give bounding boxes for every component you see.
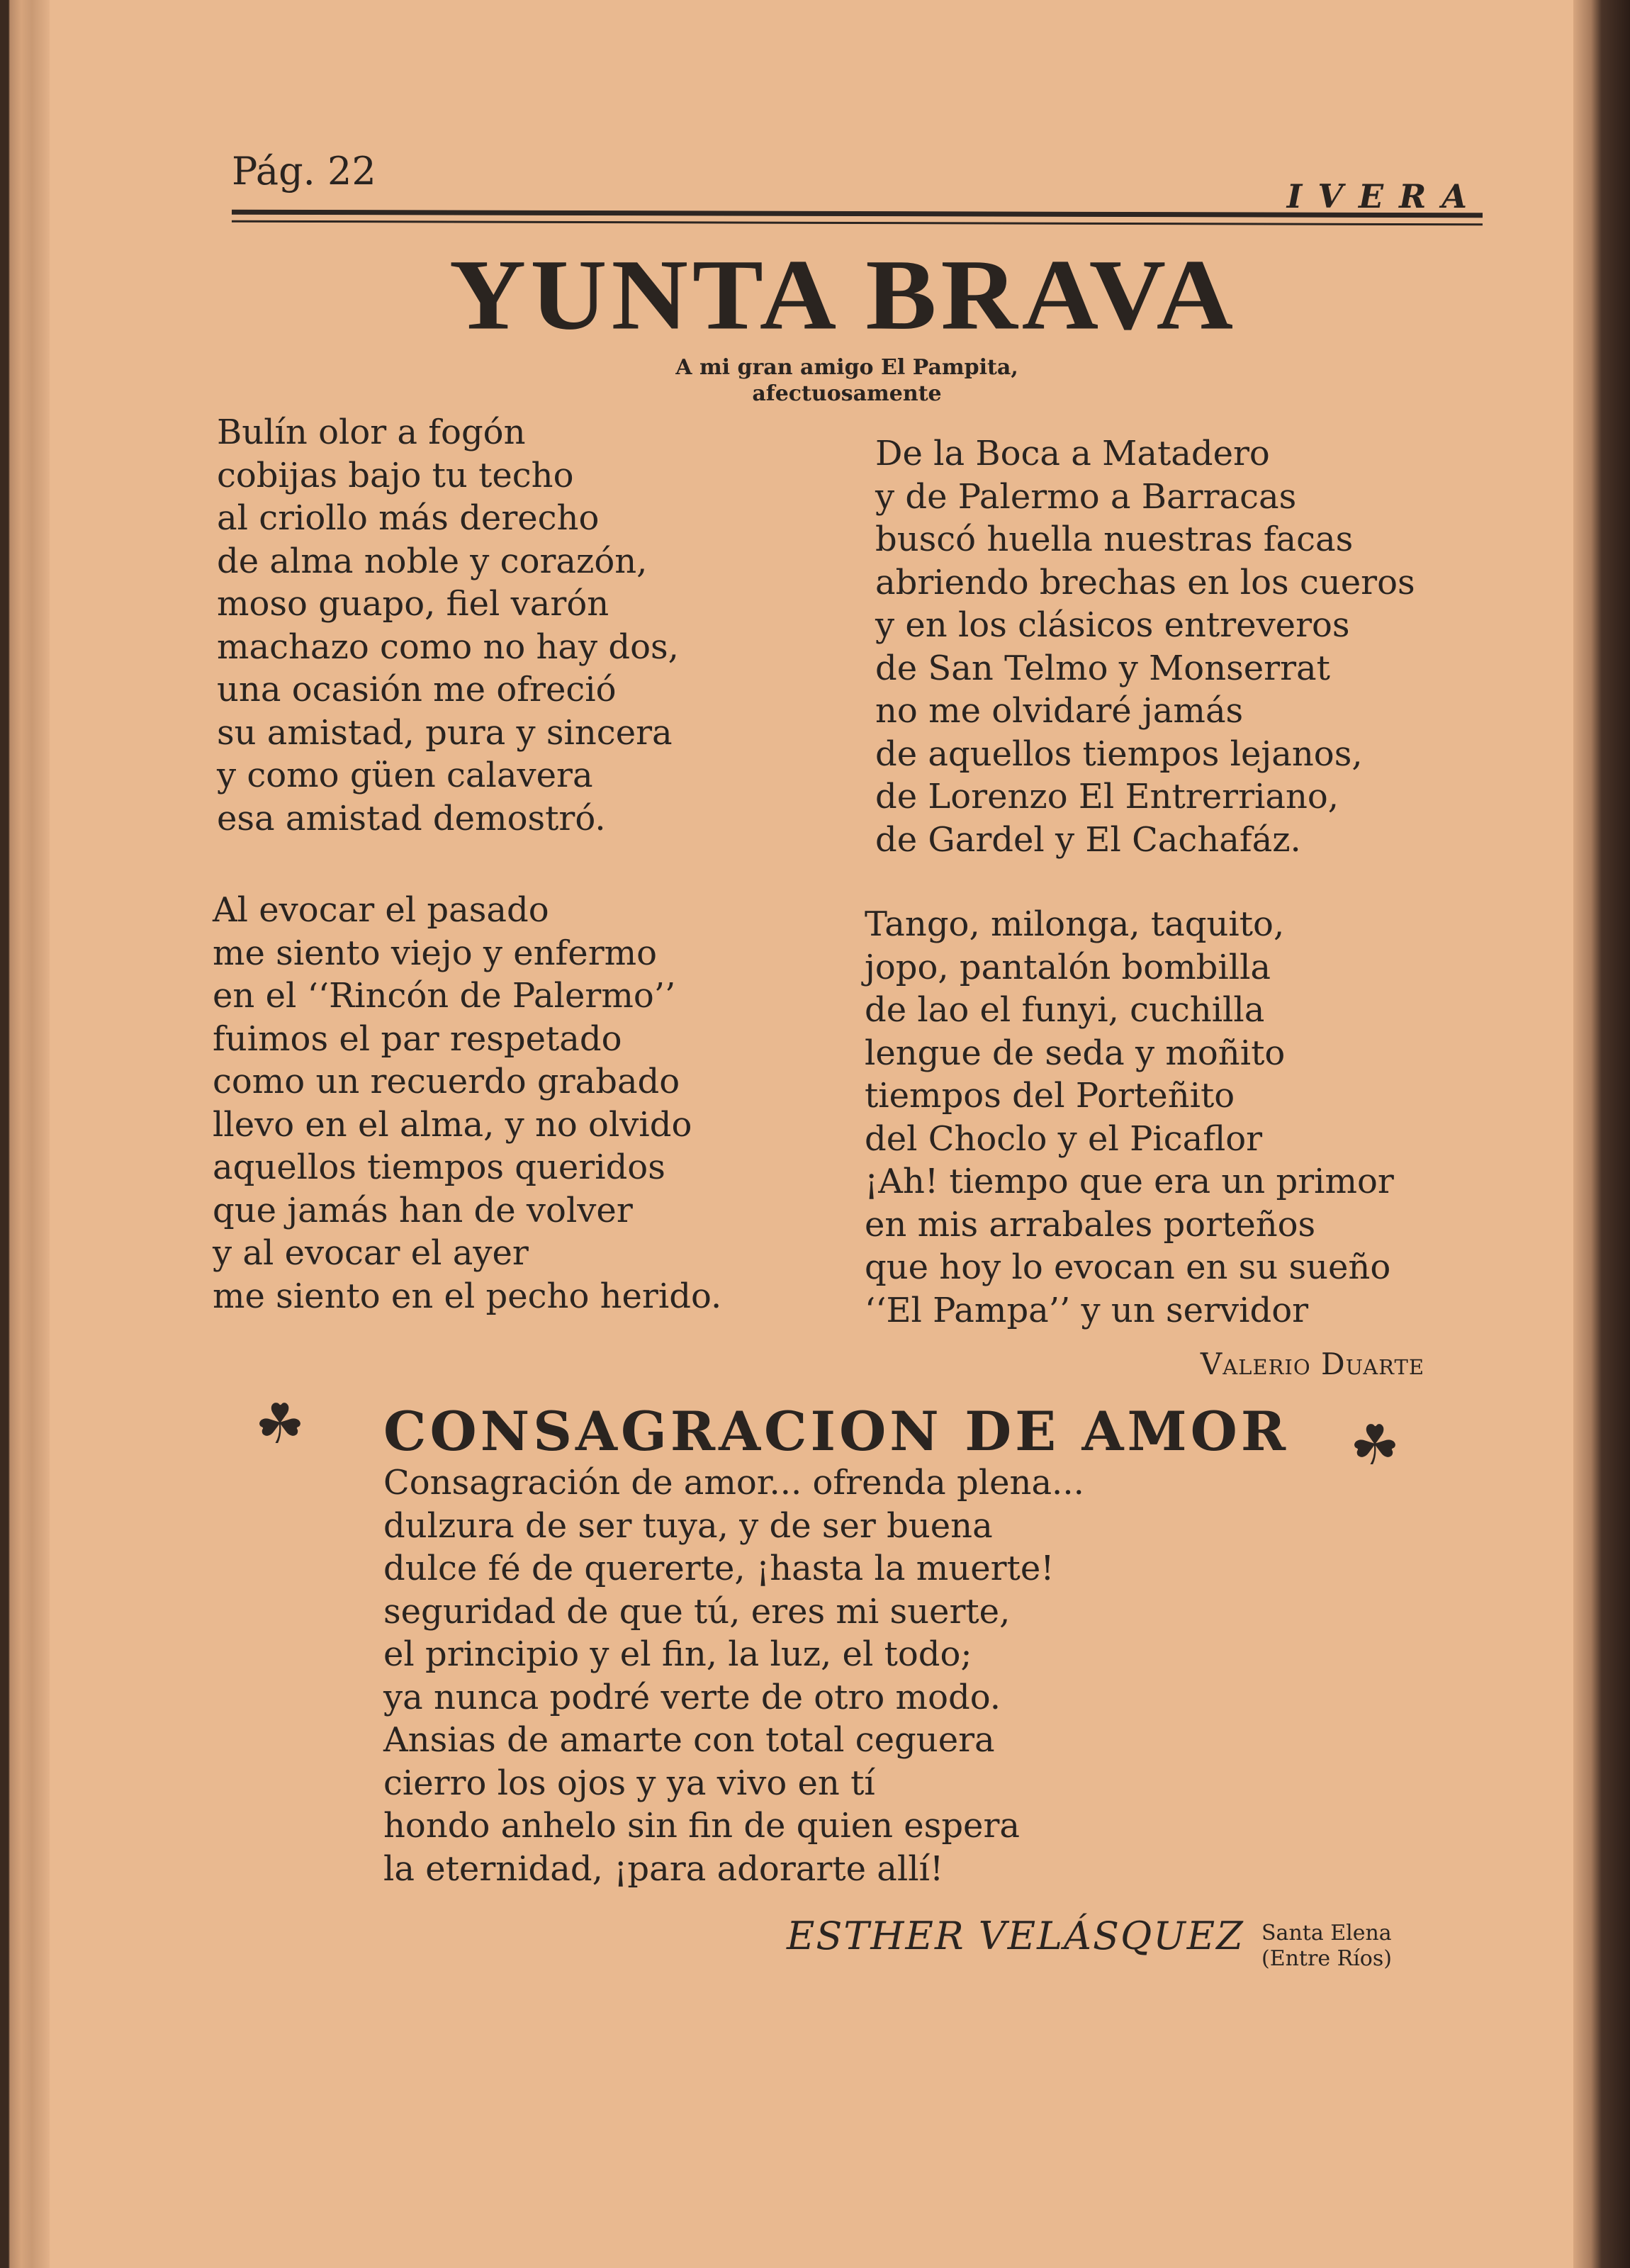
- verse-line: Ansias de amarte con total ceguera: [383, 1720, 995, 1760]
- stanza: [875, 432, 1415, 861]
- verse-line: su amistad, pura y sincera: [217, 712, 673, 753]
- verse-line: ¡Ah! tiempo que era un primor: [865, 1162, 1394, 1201]
- poem-dedication: [581, 354, 1113, 407]
- verse-line: en el ‘‘Rincón de Palermo’’: [213, 976, 676, 1016]
- stanza: [865, 903, 1394, 1332]
- verse-line: en mis arrabales porteños: [865, 1204, 1316, 1245]
- verse-line: esa amistad demostró.: [217, 798, 606, 838]
- magazine-name: IVERA: [1286, 177, 1483, 215]
- verse-line: del Choclo y el Picaflor: [865, 1118, 1263, 1159]
- verse-line: de San Telmo y Monserrat: [875, 648, 1330, 688]
- verse-line: que hoy lo evocan en su sueño: [865, 1247, 1391, 1287]
- verse-line: la eternidad, ¡para adorarte allí!: [383, 1848, 944, 1889]
- poem-title-consagracion: CONSAGRACION DE AMOR: [383, 1400, 1289, 1463]
- verse-line: y como güen calavera: [217, 756, 593, 795]
- verse-line: cobijas bajo tu techo: [217, 455, 574, 495]
- header-rule: [232, 210, 1483, 226]
- verse-line: dulzura de ser tuya, y de ser buena: [383, 1505, 993, 1546]
- stanza: [213, 889, 721, 1318]
- verse-line: abriendo brechas en los cueros: [875, 562, 1415, 602]
- location-line: (Entre Ríos): [1261, 1946, 1392, 1971]
- page-number: Pág. 22: [232, 149, 376, 193]
- verse-line: ya nunca podré verte de otro modo.: [383, 1677, 1001, 1717]
- verse-line: no me olvidaré jamás: [875, 691, 1244, 731]
- verse-line: de lao el funyi, cuchilla: [865, 990, 1265, 1030]
- verse-line: de alma noble y corazón,: [217, 541, 648, 581]
- verse-line: moso guapo, fiel varón: [217, 584, 609, 624]
- poem-title-yunta-brava: YUNTA BRAVA: [449, 239, 1238, 351]
- verse-line: cierro los ojos y ya vivo en tí: [383, 1763, 875, 1803]
- verse-line: de Gardel y El Cachafáz.: [875, 819, 1301, 860]
- verse-line: y en los clásicos entreveros: [875, 605, 1350, 645]
- verse-line: Tango, milonga, taquito,: [865, 904, 1285, 944]
- verse-line: De la Boca a Matadero: [875, 434, 1270, 473]
- verse-line: de Lorenzo El Entrerriano,: [875, 777, 1339, 816]
- verse-line: me siento viejo y enfermo: [213, 933, 658, 973]
- shamrock-icon: ☘: [1350, 1414, 1400, 1478]
- verse-line: y de Palermo a Barracas: [875, 476, 1297, 517]
- dedication-line: A mi gran amigo El Pampita,: [675, 355, 1018, 380]
- poem-author-signature: Valerio Duarte: [1200, 1347, 1424, 1381]
- verse-line: llevo en el alma, y no olvido: [213, 1104, 692, 1145]
- verse-line: de aquellos tiempos lejanos,: [875, 734, 1363, 774]
- verse-line: jopo, pantalón bombilla: [865, 947, 1271, 987]
- verse-line: y al evocar el ayer: [213, 1233, 529, 1273]
- location-line: Santa Elena: [1261, 1921, 1392, 1946]
- verse-line: tiempos del Porteñito: [865, 1076, 1235, 1116]
- verse-line: que jamás han de volver: [213, 1190, 633, 1230]
- verse-line: hondo anhelo sin fin de quien espera: [383, 1806, 1021, 1846]
- verse-line: como un recuerdo grabado: [213, 1062, 680, 1101]
- dedication-line: afectuosamente: [752, 381, 942, 406]
- verse-line: lengue de seda y moñito: [865, 1033, 1286, 1073]
- page-edge-left: [0, 0, 50, 2268]
- poem-body: [383, 1461, 1084, 1890]
- stanza: [217, 411, 679, 840]
- verse-line: buscó huella nuestras facas: [875, 520, 1354, 559]
- verse-line: Al evocar el pasado: [213, 890, 549, 930]
- verse-line: seguridad de que tú, eres mi suerte,: [383, 1591, 1011, 1632]
- verse-line: machazo como no hay dos,: [217, 627, 679, 667]
- shamrock-icon: ☘: [255, 1393, 305, 1456]
- verse-line: Bulín olor a fogón: [217, 412, 526, 452]
- verse-line: dulce fé de quererte, ¡hasta la muerte!: [383, 1549, 1055, 1588]
- page-binding-right: [1573, 0, 1630, 2268]
- verse-line: me siento en el pecho herido.: [213, 1276, 722, 1316]
- verse-line: al criollo más derecho: [217, 498, 600, 538]
- poem-author-signature: ESTHER VELÁSQUEZ: [787, 1914, 1244, 1958]
- author-location: [1261, 1921, 1392, 1972]
- verse-line: aquellos tiempos queridos: [213, 1147, 665, 1187]
- verse-line: el principio y el fin, la luz, el todo;: [383, 1634, 972, 1674]
- verse-line: ‘‘El Pampa’’ y un servidor: [865, 1290, 1309, 1330]
- verse-line: Consagración de amor... ofrenda plena...: [383, 1463, 1084, 1503]
- verse-line: una ocasión me ofreció: [217, 670, 617, 709]
- verse-line: fuimos el par respetado: [213, 1018, 622, 1059]
